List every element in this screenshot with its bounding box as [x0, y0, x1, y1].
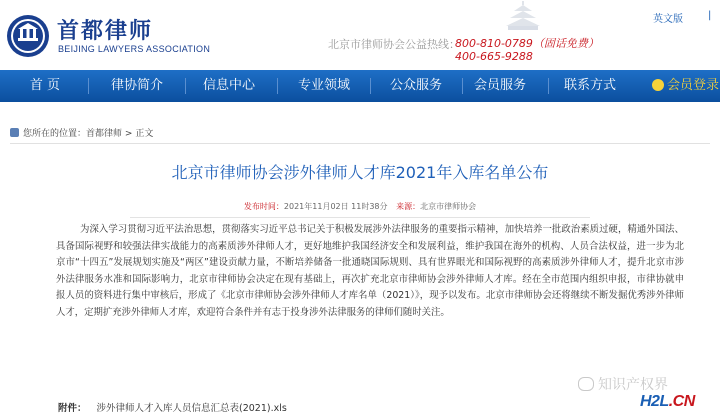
- attachment-row: [58, 400, 287, 414]
- english-version-link[interactable]: 英文版: [653, 14, 683, 25]
- logo-title[interactable]: 首都律师: [57, 18, 154, 44]
- nav-news[interactable]: 信息中心: [202, 78, 255, 93]
- main-nav: [0, 70, 720, 102]
- hotline-label: 北京市律师协会公益热线：: [328, 38, 460, 51]
- publish-time: 2021年11月02日 11时38分: [283, 202, 388, 211]
- hotline-number-1-text: 800-810-0789: [455, 37, 533, 50]
- bla-emblem-icon[interactable]: [6, 14, 50, 58]
- logo-subtitle: BEIJING LAWYERS ASSOCIATION: [58, 44, 211, 54]
- attachment-link[interactable]: 涉外律师人才入库人员信息汇总表(2021).xls: [96, 403, 287, 414]
- nav-public-service[interactable]: 公众服务: [389, 78, 442, 93]
- nav-home[interactable]: 首 页: [29, 78, 61, 93]
- lang-separator: |: [708, 10, 712, 21]
- breadcrumb-separator: >: [124, 129, 133, 139]
- user-icon: [652, 79, 664, 91]
- source-label: 来源：: [396, 202, 421, 211]
- member-login-label: 会员登录: [667, 78, 720, 93]
- article-meta: [0, 201, 720, 212]
- nav-divider: [370, 78, 371, 94]
- meta-divider: [130, 217, 590, 218]
- publish-time-label: 发布时间：: [243, 202, 284, 211]
- article-title: 北京市律师协会涉外律师人才库2021年入库名单公布: [171, 163, 549, 182]
- nav-contact[interactable]: 联系方式: [563, 78, 616, 93]
- temple-of-heaven-icon: [488, 0, 558, 34]
- nav-divider: [277, 78, 278, 94]
- breadcrumb-current: 正文: [135, 129, 154, 139]
- h2l-logo: [640, 393, 695, 411]
- nav-divider: [88, 78, 89, 94]
- breadcrumb: [10, 126, 153, 139]
- member-login-button[interactable]: [652, 70, 719, 102]
- site-header: [0, 0, 720, 68]
- hotline-number-2: 400-665-9288: [455, 50, 533, 63]
- location-icon: [10, 128, 19, 137]
- wechat-watermark: [578, 374, 668, 394]
- breadcrumb-home-link[interactable]: 首都律师: [86, 129, 123, 139]
- h2l-logo-suffix: .CN: [668, 393, 695, 410]
- watermark-text: 知识产权界: [598, 377, 668, 393]
- attachment-label: 附件：: [58, 403, 87, 414]
- nav-member-service[interactable]: 会员服务: [473, 78, 526, 93]
- hotline-free-note: （固话免费）: [532, 37, 599, 50]
- nav-about[interactable]: 律协简介: [110, 78, 163, 93]
- h2l-logo-main: H2L: [640, 393, 669, 410]
- breadcrumb-divider: [10, 143, 710, 144]
- source-name: 北京市律师协会: [420, 202, 477, 211]
- nav-divider: [185, 78, 186, 94]
- hotline-number-1: [455, 35, 599, 51]
- article-body: 为深入学习贯彻习近平法治思想，贯彻落实习近平总书记关于积极发展涉外法律服务的重要指示精神，加快培养一批政治素质过硬，精通外国法、具备国际视野和较强法律实战能力的高素质涉外律师人才，更好地维护我国经济安全和发展利益，维护我国在海外的机构、人员合法权益，进一步为北京市“十四五”发展规划实施及“两区”建设贡献力量，不断培养储备一批通晓国际规则、具有世界眼光和国际视野的高素质涉外律师人才，提升北京市涉外法律服务水准和国际影响力，北京市律师协会决定在现有基础上，再次扩充北京市律师协会涉外律师人才库。经在全市范围内组织申报，市律协就申报人员的资料进行集中审核后，形成了《北京市律师协会涉外律师人才库名单（2021）》，现予以发布。北京市律师协会还将继续不断发掘优秀涉外律师人才，定期扩充涉外律师人才库，欢迎符合条件并有志于投身涉外法律服务的律师们随时关注。: [56, 224, 684, 318]
- nav-practice-areas[interactable]: 专业领域: [297, 78, 350, 93]
- breadcrumb-prefix: 您所在的位置：: [23, 129, 87, 139]
- wechat-icon: [578, 377, 594, 391]
